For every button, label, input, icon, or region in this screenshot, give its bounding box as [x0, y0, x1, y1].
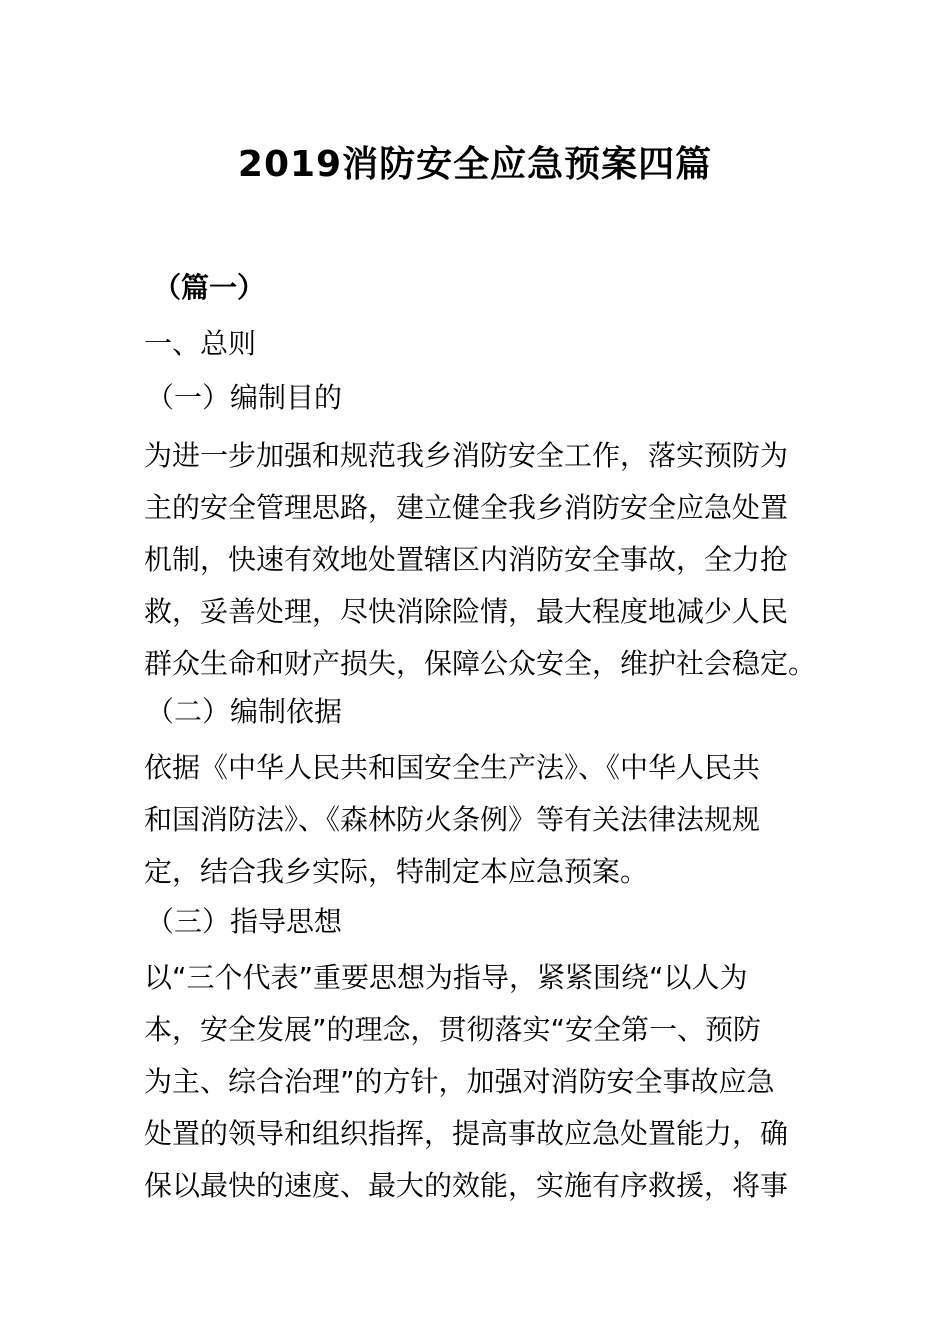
text-line: 机制，快速有效地处置辖区内消防安全事故，全力抢: [144, 543, 789, 576]
text-line: 为进一步加强和规范我乡消防安全工作，落实预防为: [144, 439, 789, 472]
document-title: 2019消防安全应急预案四篇: [237, 144, 713, 185]
text-line: 依据《中华人民共和国安全生产法》、《中华人民共: [144, 751, 761, 784]
subsection-heading-basis: （二）编制依据: [146, 695, 343, 728]
text-line: 处置的领导和组织指挥，提高事故应急处置能力，确: [144, 1117, 789, 1150]
text-line: 定，结合我乡实际，特制定本应急预案。: [144, 855, 649, 888]
text-line: 救，妥善处理，尽快消除险情，最大程度地减少人民: [144, 595, 789, 628]
subsection-heading-guidance: （三）指导思想: [146, 905, 343, 938]
text-line: 本，安全发展”的理念，贯彻落实“安全第一、预防: [144, 1013, 762, 1046]
text-line: 和国消防法》、《森林防火条例》等有关法律法规规: [144, 803, 761, 836]
text-line: 以“三个代表”重要思想为指导，紧紧围绕“以人为: [144, 961, 748, 994]
paragraph-purpose: [144, 430, 824, 690]
text-line: 保以最快的速度、最大的效能，实施有序救援，将事: [144, 1169, 789, 1202]
text-line: 主的安全管理思路，建立健全我乡消防安全应急处置: [144, 491, 789, 524]
part-heading: （篇一）: [153, 271, 266, 304]
text-line: 为主、综合治理”的方针，加强对消防安全事故应急: [144, 1065, 775, 1098]
paragraph-basis: [144, 742, 824, 898]
section-heading-general: 一、总则: [144, 327, 257, 360]
subsection-heading-purpose: （一）编制目的: [146, 381, 343, 414]
text-line: 群众生命和财产损失，保障公众安全，维护社会稳定。: [144, 647, 817, 680]
paragraph-guidance: [144, 952, 824, 1212]
